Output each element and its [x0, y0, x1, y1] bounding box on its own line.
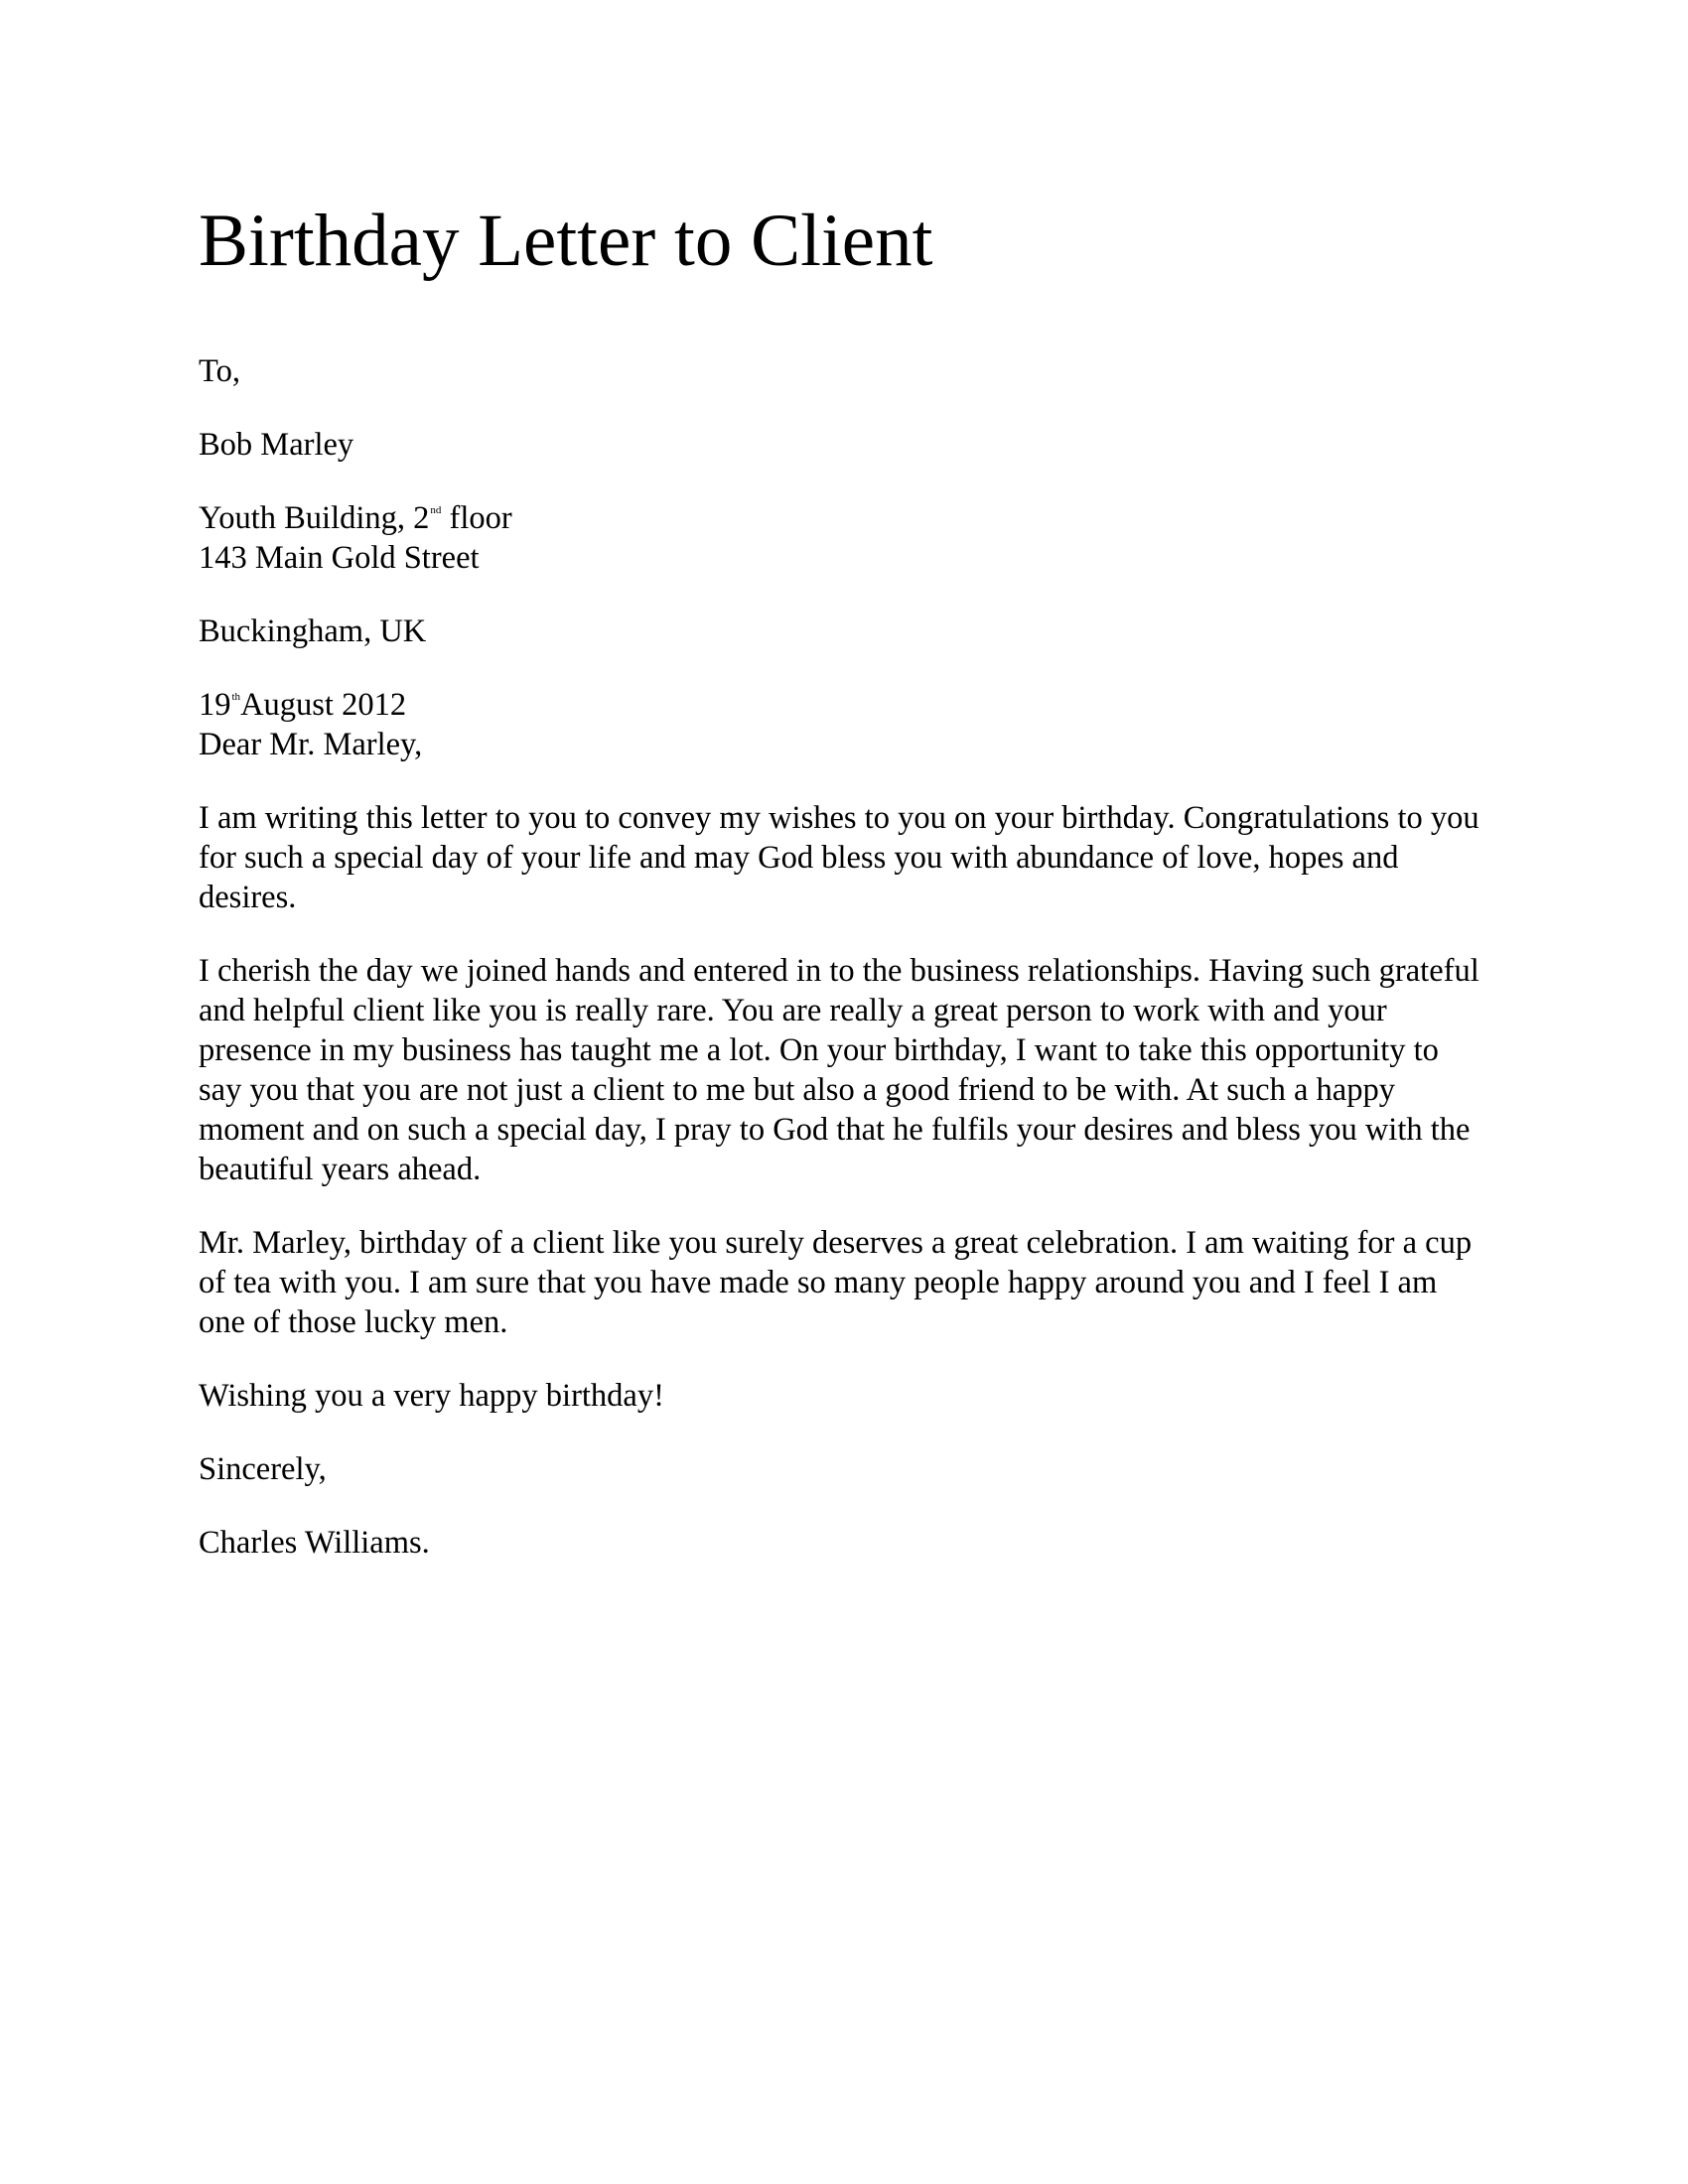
recipient-city: Buckingham, UK: [199, 614, 427, 650]
address-ordinal-suffix: nd: [430, 504, 442, 517]
recipient-name: Bob Marley: [199, 427, 354, 464]
date-rest: August 2012: [240, 687, 407, 724]
address-prefix: Youth Building, 2: [199, 500, 430, 537]
letter-title: Birthday Letter to Client: [199, 200, 933, 282]
body-paragraph-1: I am writing this letter to you to convey my wishes to you on your birthday. Congratulations to you for such a special day of your life and may God bless you with abundance of love, hopes and desires.: [199, 800, 1479, 916]
date-day: 19: [199, 687, 231, 724]
closing: Sincerely,: [199, 1451, 327, 1488]
recipient-address-line2: 143 Main Gold Street: [199, 540, 480, 577]
greeting: Dear Mr. Marley,: [199, 727, 423, 763]
wish-line: Wishing you a very happy birthday!: [199, 1378, 664, 1415]
date-ordinal-suffix: th: [231, 691, 241, 704]
signature: Charles Williams.: [199, 1525, 430, 1562]
letter-body: [199, 199, 1489, 1563]
letter-date: [199, 685, 1489, 725]
body-paragraph-2: I cherish the day we joined hands and entered in to the business relationships. Having such grateful and helpful client like you is really rare. You are really a great person to work with and your presence in my business has taught me a lot. On your birthday, I want to take this opportunity to say you that you are not just a client to me but also a good friend to be with. At such a happy moment and on such a special day, I pray to God that he fulfils your desires and bless you with the beautiful years ahead.: [199, 953, 1479, 1188]
body-paragraph-3: Mr. Marley, birthday of a client like you surely deserves a great celebration. I am waiting for a cup of tea with you. I am sure that you have made so many people happy around you and I feel I am one of those lucky men.: [199, 1225, 1473, 1341]
salutation-to: To,: [199, 353, 240, 390]
address-suffix: floor: [441, 500, 512, 537]
recipient-address-line1: [199, 498, 1489, 538]
